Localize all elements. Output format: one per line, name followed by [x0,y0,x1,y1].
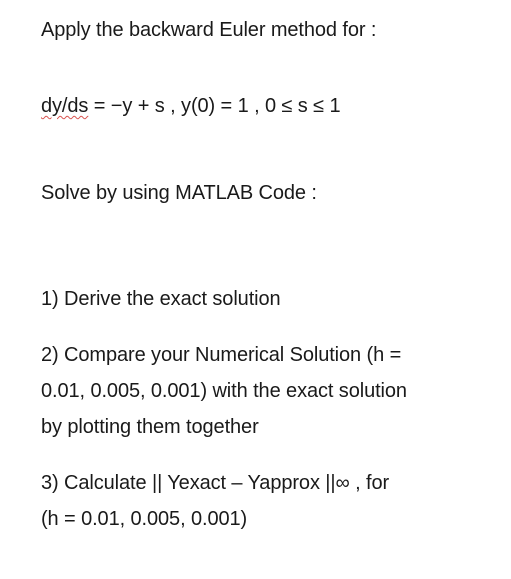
task-2-line-3: by plotting them together [41,416,259,438]
task-1: 1) Derive the exact solution [41,288,281,310]
instruction-text: Solve by using MATLAB Code : [41,182,317,204]
problem-heading: Apply the backward Euler method for : [41,19,377,41]
equation-lhs: dy/ds [41,95,89,117]
task-2-line-2: 0.01, 0.005, 0.001) with the exact solution [41,380,407,402]
task-3-line-1: 3) Calculate || Yexact – Yapprox ||∞ , for [41,472,390,494]
equation-rest: = −y + s , y(0) = 1 , 0 ≤ s ≤ 1 [88,95,341,117]
task-3-line-2: (h = 0.01, 0.005, 0.001) [41,508,248,530]
ode-equation [41,94,341,118]
task-2-line-1: 2) Compare your Numerical Solution (h = [41,344,402,366]
